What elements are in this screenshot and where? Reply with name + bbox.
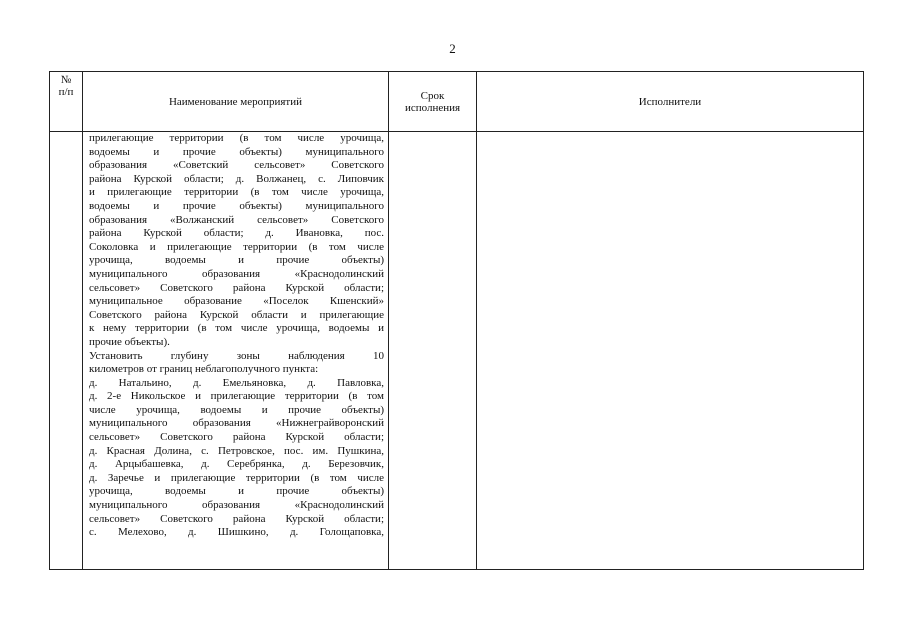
text-line: образования «Волжанский сельсовет» Советского bbox=[89, 213, 384, 226]
text-line: образования «Советский сельсовет» Советского bbox=[89, 159, 384, 172]
text-line: числе урочища, водоемы и прочие объекты) bbox=[89, 403, 384, 416]
text-line: муниципального образования «Краснодолинский bbox=[89, 267, 384, 280]
text-line: с. Мелехово, д. Шишкино, д. Голощаповка, bbox=[89, 526, 384, 539]
text-line: д. Красная Долина, с. Петровское, пос. им. Пушкина, bbox=[89, 444, 384, 457]
text-line: муниципальное образование «Поселок Кшенский» bbox=[89, 295, 384, 308]
cell-executors bbox=[477, 132, 864, 570]
table-row bbox=[50, 132, 864, 570]
text-line: сельсовет» Советского района Курской области; bbox=[89, 512, 384, 525]
text-line: урочища, водоемы и прочие объекты) bbox=[89, 485, 384, 498]
text-line: района Курской области; д. Ивановка, пос. bbox=[89, 227, 384, 240]
header-number bbox=[50, 72, 83, 132]
header-number-abbrev: п/п bbox=[58, 86, 74, 98]
header-deadline bbox=[389, 72, 477, 132]
header-number-symbol: № bbox=[60, 74, 72, 86]
text-line: километров от границ неблагополучного пункта: bbox=[89, 363, 319, 376]
text-line: Установить глубину зоны наблюдения 10 bbox=[89, 349, 384, 362]
text-line: д. Натальино, д. Емельяновка, д. Павловка, bbox=[89, 376, 384, 389]
text-line: водоемы и прочие объекты) муниципального bbox=[89, 199, 384, 212]
text-line: Соколовка и прилегающие территории (в том числе bbox=[89, 240, 384, 253]
text-line: муниципального образования «Нижнеграйворонский bbox=[89, 417, 384, 430]
table-header-row bbox=[50, 72, 864, 132]
text-line: прочие объекты). bbox=[89, 335, 170, 348]
text-line: района Курской области; д. Волжанец, с. Липовчик bbox=[89, 172, 384, 185]
header-executors: Исполнители bbox=[477, 72, 864, 132]
cell-number bbox=[50, 132, 83, 570]
measures-table bbox=[49, 71, 864, 570]
cell-deadline bbox=[389, 132, 477, 570]
cell-measures-name bbox=[83, 132, 389, 570]
header-deadline-line1: Срок bbox=[420, 89, 445, 102]
header-deadline-line2: исполнения bbox=[404, 101, 461, 114]
measures-text bbox=[83, 132, 388, 540]
text-line: водоемы и прочие объекты) муниципального bbox=[89, 145, 384, 158]
header-measures-name: Наименование мероприятий bbox=[83, 72, 389, 132]
text-line: урочища, водоемы и прочие объекты) bbox=[89, 254, 384, 267]
text-line: к нему территории (в том числе урочища, водоемы и bbox=[89, 322, 384, 335]
text-line: д. Арцыбашевка, д. Серебрянка, д. Березовчик, bbox=[89, 458, 384, 471]
text-line: прилегающие территории (в том числе урочища, bbox=[89, 132, 384, 144]
text-line: д. Заречье и прилегающие территории (в том числе bbox=[89, 471, 384, 484]
text-line: Советского района Курской области и прилегающие bbox=[89, 308, 384, 321]
text-line: сельсовет» Советского района Курской области; bbox=[89, 431, 384, 444]
text-line: д. 2-е Никольское и прилегающие территории (в том bbox=[89, 390, 384, 403]
text-line: муниципального образования «Краснодолинский bbox=[89, 499, 384, 512]
text-line: и прилегающие территории (в том числе урочища, bbox=[89, 186, 384, 199]
page-number: 2 bbox=[449, 41, 456, 56]
text-line: сельсовет» Советского района Курской области; bbox=[89, 281, 384, 294]
